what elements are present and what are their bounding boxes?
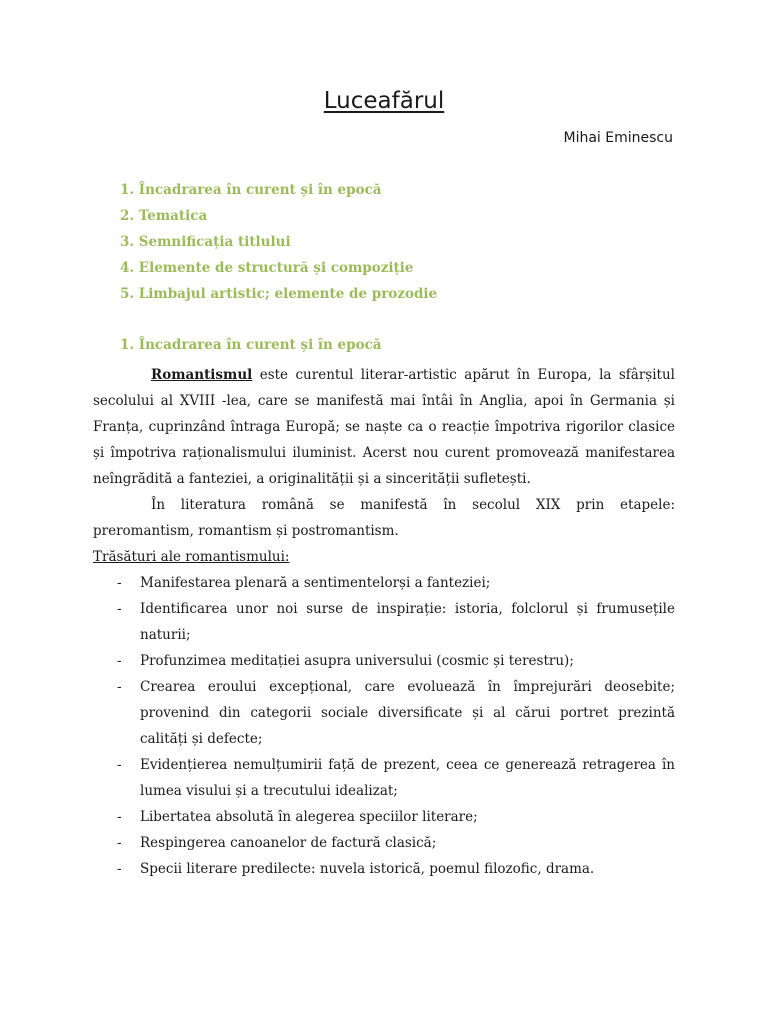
paragraph-romantism bbox=[93, 362, 675, 492]
author-name: Mihai Eminescu bbox=[563, 130, 673, 146]
list-item: - Respingerea canoanelor de factură clasică; bbox=[93, 830, 675, 856]
term-romantismul: Romantismul bbox=[151, 367, 253, 383]
bullet-dash: - bbox=[117, 835, 122, 851]
bullet-dash: - bbox=[117, 601, 122, 617]
bullet-dash: - bbox=[117, 861, 122, 877]
bullet-dash: - bbox=[117, 809, 122, 825]
traits-heading: Trăsături ale romantismului: bbox=[93, 549, 290, 565]
toc-item: 2. Tematica bbox=[120, 208, 208, 224]
section-body bbox=[93, 362, 675, 882]
list-item: - Libertatea absolută în alegerea speciilor literare; bbox=[93, 804, 675, 830]
list-item: - Manifestarea plenară a sentimentelorși a fanteziei; bbox=[93, 570, 675, 596]
toc-item: 1. Încadrarea în curent și în epocă bbox=[120, 182, 382, 198]
bullet-dash: - bbox=[117, 757, 122, 773]
paragraph-etape: În literatura română se manifestă în secolul XIX prin etapele: preromantism, romantism și postromantism. bbox=[93, 497, 675, 539]
table-of-contents bbox=[120, 181, 437, 311]
toc-item: 3. Semnificația titlului bbox=[120, 234, 291, 250]
list-item: - Crearea eroului excepțional, care evoluează în împrejurări deosebite; provenind din categorii sociale diversificate și al cărui portret prezintă calități și defecte; bbox=[93, 674, 675, 752]
list-item: - Identificarea unor noi surse de inspirație: istoria, folclorul și frumusețile naturii; bbox=[93, 596, 675, 648]
paragraph-text: este curentul literar-artistic apărut în Europa, la sfârșitul secolului al XVIII -lea, care se manifestă mai întâi în Anglia, apoi în Germania și Franța, cuprinzând întraga Europă; se naște ca o reacție împotriva rigorilor clasice și împotriva raționalismului iluminist. Acerst nou curent promovează manifestarea neîngrădită a fanteziei, a originalității și a sincerității sufletești. bbox=[93, 367, 675, 487]
bullet-dash: - bbox=[117, 679, 122, 695]
section-heading: 1. Încadrarea în curent și în epocă bbox=[120, 337, 382, 353]
bullet-dash: - bbox=[117, 653, 122, 669]
bullet-dash: - bbox=[117, 575, 122, 591]
traits-list bbox=[93, 570, 675, 882]
list-item: - Evidențierea nemulțumirii față de prezent, ceea ce generează retragerea în lumea visului și a trecutului idealizat; bbox=[93, 752, 675, 804]
list-item: - Specii literare predilecte: nuvela istorică, poemul filozofic, drama. bbox=[93, 856, 675, 882]
toc-item: 5. Limbajul artistic; elemente de prozodie bbox=[120, 286, 438, 302]
document-title: Luceafărul bbox=[323, 88, 445, 114]
toc-item: 4. Elemente de structură și compoziție bbox=[120, 260, 414, 276]
list-item: - Profunzimea meditației asupra universului (cosmic și terestru); bbox=[93, 648, 675, 674]
